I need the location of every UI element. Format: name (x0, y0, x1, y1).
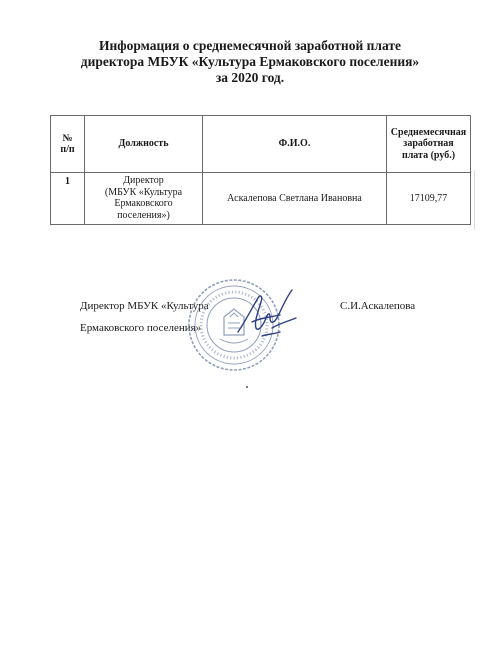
signatory-name: С.И.Аскалепова (340, 300, 416, 312)
header-salary-line-1: Среднемесячная (390, 126, 467, 138)
title-line-1: Информация о среднемесячной заработной плате (98, 38, 401, 53)
header-number (51, 116, 85, 173)
header-number-line-1: № (62, 132, 73, 144)
position-line-2: (МБУК «Культура (104, 186, 183, 198)
signatory-position-line-2: Ермаковского поселения» (80, 322, 202, 334)
title-line-2: директора МБУК «Культура Ермаковского поселения» (80, 54, 420, 69)
table-header-row (51, 116, 471, 173)
title-line-3: за 2020 год. (215, 70, 285, 85)
salary-table (50, 115, 471, 225)
position-line-3: Ермаковского (114, 198, 173, 209)
signatory-position-line-1: Директор МБУК «Культура (80, 300, 209, 312)
header-salary-line-2: заработная (403, 138, 454, 150)
cell-name: Аскалепова Светлана Ивановна (203, 173, 387, 225)
scan-edge-shadow (474, 170, 475, 230)
header-salary-line-3: плата (руб.) (401, 149, 456, 161)
cell-salary: 17109,77 (387, 173, 471, 225)
scan-speck (246, 386, 248, 388)
header-name: Ф.И.О. (203, 116, 387, 173)
cell-number: 1 (51, 173, 85, 225)
header-position: Должность (85, 116, 203, 173)
header-number-line-2: п/п (60, 144, 75, 155)
table-row (51, 173, 471, 225)
document-title (60, 38, 440, 86)
position-line-4: поселения») (117, 209, 170, 221)
header-salary (387, 116, 471, 173)
cell-position (85, 173, 203, 225)
position-line-1: Директор (123, 175, 164, 186)
handwritten-signature-icon (232, 282, 304, 348)
